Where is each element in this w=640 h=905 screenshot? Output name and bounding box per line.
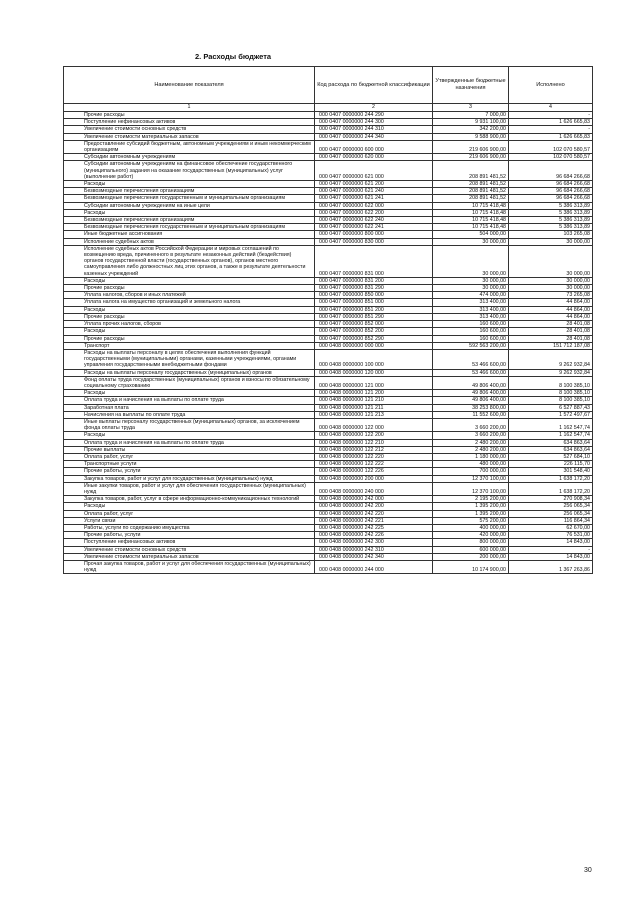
row-code: 000 0408 0000000 121 210 — [315, 397, 433, 404]
table-row — [64, 404, 593, 411]
row-code: 000 0408 0000000 122 210 — [315, 439, 433, 446]
row-executed: 44 864,00 — [509, 299, 593, 306]
row-code: 000 0408 0000000 122 000 — [315, 418, 433, 431]
column-number: 3 — [433, 104, 509, 112]
row-code: 000 0407 0000000 850 000 — [315, 292, 433, 299]
row-code: 000 0407 0000000 831 000 — [315, 245, 433, 277]
row-name: Безвозмездные перечисления организациям — [64, 188, 315, 195]
row-code: 000 0408 0000000 200 000 — [315, 475, 433, 482]
row-executed: 5 386 313,89 — [509, 224, 593, 231]
row-executed: 96 684 266,68 — [509, 161, 593, 181]
row-executed: 28 401,08 — [509, 335, 593, 342]
row-name: Закупка товаров, работ и услуг для государственных (муниципальных) нужд — [64, 475, 315, 482]
row-executed: 14 843,00 — [509, 553, 593, 560]
row-code: 000 0407 0000000 852 000 — [315, 321, 433, 328]
row-executed: 102 070 580,57 — [509, 140, 593, 153]
table-row — [64, 299, 593, 306]
row-name: Прочие работы, услуги — [64, 532, 315, 539]
row-code: 000 0408 0000000 121 211 — [315, 404, 433, 411]
row-name: Расходы на выплаты персоналу государственных (муниципальных) органов — [64, 369, 315, 376]
row-approved: 10 715 418,48 — [433, 202, 509, 209]
row-code: 000 0407 0000000 621 241 — [315, 195, 433, 202]
column-number: 4 — [509, 104, 593, 112]
row-approved: 53 466 600,00 — [433, 349, 509, 369]
table-row — [64, 306, 593, 313]
row-executed: 44 864,00 — [509, 306, 593, 313]
table-row — [64, 446, 593, 453]
table-row — [64, 181, 593, 188]
row-approved: 160 600,00 — [433, 328, 509, 335]
table-row — [64, 238, 593, 245]
row-code: 000 0407 0000000 244 300 — [315, 119, 433, 126]
row-name: Прочие расходы — [64, 313, 315, 320]
table-row — [64, 313, 593, 320]
table-body — [64, 112, 593, 574]
row-approved: 2 480 200,00 — [433, 446, 509, 453]
row-executed: 14 843,00 — [509, 539, 593, 546]
row-name: Оплата труда и начисления на выплаты по оплате труда — [64, 397, 315, 404]
table-row — [64, 411, 593, 418]
row-code: 000 0407 0000000 852 200 — [315, 328, 433, 335]
row-executed: 256 065,34 — [509, 510, 593, 517]
row-name: Фонд оплаты труда государственных (муниципальных) органов и взносы по обязательному социальному страхованию — [64, 376, 315, 389]
header-executed: Исполнено — [509, 67, 593, 104]
row-name: Безвозмездные перечисления организациям — [64, 217, 315, 224]
table-row — [64, 561, 593, 574]
table-row — [64, 321, 593, 328]
row-code: 000 0407 0000000 621 000 — [315, 161, 433, 181]
row-name: Субсидии автономным учреждениям на финансовое обеспечение государственного (муниципального) задания на оказание государственных (муниципальных) услуг (выполнение работ) — [64, 161, 315, 181]
row-name: Поступление нефинансовых активов — [64, 539, 315, 546]
row-approved: 30 000,00 — [433, 277, 509, 284]
row-executed: 256 065,34 — [509, 503, 593, 510]
row-approved: 38 253 800,00 — [433, 404, 509, 411]
row-approved: 208 891 481,52 — [433, 195, 509, 202]
row-code: 000 0407 0000000 244 340 — [315, 133, 433, 140]
row-executed: 8 100 385,10 — [509, 397, 593, 404]
row-executed: 226 115,70 — [509, 461, 593, 468]
row-approved: 480 000,00 — [433, 461, 509, 468]
row-executed: - — [509, 546, 593, 553]
row-name: Расходы — [64, 432, 315, 439]
table-row — [64, 418, 593, 431]
row-code: 000 0407 0000000 244 290 — [315, 112, 433, 119]
table-row — [64, 119, 593, 126]
row-approved: 3 660 200,00 — [433, 432, 509, 439]
row-executed: 1 626 665,83 — [509, 133, 593, 140]
row-code: 000 0408 0000000 000 000 — [315, 342, 433, 349]
table-row — [64, 112, 593, 119]
row-approved: 49 806 400,00 — [433, 397, 509, 404]
row-code: 000 0408 0000000 122 212 — [315, 446, 433, 453]
row-code: 000 0407 0000000 620 000 — [315, 154, 433, 161]
table-row — [64, 349, 593, 369]
row-approved: 208 891 481,52 — [433, 181, 509, 188]
row-executed: 5 386 313,89 — [509, 217, 593, 224]
row-name: Уплата налогов, сборов и иных платежей — [64, 292, 315, 299]
table-row — [64, 517, 593, 524]
row-approved: 30 000,00 — [433, 285, 509, 292]
row-executed: 76 531,00 — [509, 532, 593, 539]
row-executed: 103 265,08 — [509, 231, 593, 238]
row-approved: 10 174 900,00 — [433, 561, 509, 574]
table-row — [64, 503, 593, 510]
row-name: Увеличение стоимости основных средств — [64, 126, 315, 133]
budget-expenses-table — [63, 66, 593, 574]
row-approved: 3 660 200,00 — [433, 418, 509, 431]
row-code: 000 0408 0000000 242 220 — [315, 510, 433, 517]
row-code: 000 0407 0000000 600 000 — [315, 140, 433, 153]
row-approved: 49 806 400,00 — [433, 390, 509, 397]
column-number: 2 — [315, 104, 433, 112]
row-name: Услуги связи — [64, 517, 315, 524]
row-code: 000 0407 0000000 851 200 — [315, 306, 433, 313]
row-approved: 2 480 200,00 — [433, 439, 509, 446]
table-row — [64, 453, 593, 460]
table-row — [64, 524, 593, 531]
header-code: Код расхода по бюджетной классификации — [315, 67, 433, 104]
row-code: 000 0407 0000000 621 200 — [315, 181, 433, 188]
row-name: Прочие работы, услуги — [64, 468, 315, 475]
row-code: 000 0408 0000000 242 221 — [315, 517, 433, 524]
row-executed: 102 070 580,57 — [509, 154, 593, 161]
row-approved: 800 000,00 — [433, 539, 509, 546]
row-name: Увеличение стоимости основных средств — [64, 546, 315, 553]
row-code: 000 0407 0000000 852 290 — [315, 335, 433, 342]
table-row — [64, 231, 593, 238]
row-name: Прочие расходы — [64, 285, 315, 292]
table-row — [64, 539, 593, 546]
row-approved: 160 600,00 — [433, 335, 509, 342]
row-executed: 5 386 313,89 — [509, 202, 593, 209]
table-row — [64, 482, 593, 495]
table-row — [64, 292, 593, 299]
row-executed: - — [509, 112, 593, 119]
row-approved: 313 400,00 — [433, 306, 509, 313]
table-row — [64, 532, 593, 539]
row-executed: 634 863,64 — [509, 446, 593, 453]
row-code: 000 0408 0000000 242 300 — [315, 539, 433, 546]
row-executed: 44 864,00 — [509, 313, 593, 320]
row-name: Оплата работ, услуг — [64, 510, 315, 517]
row-executed: 73 265,08 — [509, 292, 593, 299]
row-name: Расходы — [64, 277, 315, 284]
row-code: 000 0408 0000000 121 000 — [315, 376, 433, 389]
table-row — [64, 439, 593, 446]
table-row — [64, 397, 593, 404]
row-approved: 474 000,00 — [433, 292, 509, 299]
row-executed: 1 626 665,83 — [509, 119, 593, 126]
row-name: Субсидии автономным учреждениям на иные цели — [64, 202, 315, 209]
row-approved: 11 552 600,00 — [433, 411, 509, 418]
row-executed: 151 712 187,08 — [509, 342, 593, 349]
table-row — [64, 475, 593, 482]
row-code: 000 0408 0000000 122 226 — [315, 468, 433, 475]
row-approved: 10 715 418,48 — [433, 217, 509, 224]
row-approved: 10 715 418,48 — [433, 209, 509, 216]
table-row — [64, 328, 593, 335]
row-code: 000 0408 0000000 122 222 — [315, 461, 433, 468]
row-approved: 400 000,00 — [433, 524, 509, 531]
row-approved: 592 563 200,00 — [433, 342, 509, 349]
row-executed: 1 638 172,20 — [509, 475, 593, 482]
row-executed: 270 908,34 — [509, 496, 593, 503]
row-approved: 700 000,00 — [433, 468, 509, 475]
table-row — [64, 553, 593, 560]
row-name: Иные бюджетные ассигнования — [64, 231, 315, 238]
table-row — [64, 245, 593, 277]
row-approved: 30 000,00 — [433, 245, 509, 277]
row-name: Прочая закупка товаров, работ и услуг для обеспечения государственных (муниципальных) нужд — [64, 561, 315, 574]
row-executed: 8 100 385,10 — [509, 390, 593, 397]
row-executed: 1 162 547,74 — [509, 432, 593, 439]
row-name: Увеличение стоимости материальных запасов — [64, 553, 315, 560]
table-row — [64, 209, 593, 216]
row-executed: 96 684 266,68 — [509, 195, 593, 202]
row-name: Расходы — [64, 181, 315, 188]
row-name: Субсидии автономным учреждениям — [64, 154, 315, 161]
table-row — [64, 335, 593, 342]
row-approved: 53 466 600,00 — [433, 369, 509, 376]
row-executed: 1 162 547,74 — [509, 418, 593, 431]
row-approved: 208 891 481,52 — [433, 161, 509, 181]
row-name: Расходы — [64, 328, 315, 335]
row-executed: 62 670,00 — [509, 524, 593, 531]
row-name: Прочие выплаты — [64, 446, 315, 453]
table-row — [64, 285, 593, 292]
row-approved: 342 200,00 — [433, 126, 509, 133]
table-row — [64, 277, 593, 284]
table-row — [64, 461, 593, 468]
row-executed: 116 864,34 — [509, 517, 593, 524]
row-name: Расходы — [64, 306, 315, 313]
row-executed: 5 386 313,89 — [509, 209, 593, 216]
row-code: 000 0407 0000000 831 290 — [315, 285, 433, 292]
row-code: 000 0408 0000000 242 340 — [315, 553, 433, 560]
row-name: Оплата труда и начисления на выплаты по оплате труда — [64, 439, 315, 446]
row-executed: 96 684 266,68 — [509, 181, 593, 188]
row-approved: 420 000,00 — [433, 532, 509, 539]
row-executed: 30 000,00 — [509, 238, 593, 245]
header-approved: Утвержденные бюджетные назначения — [433, 67, 509, 104]
row-approved: 504 000,00 — [433, 231, 509, 238]
row-name: Расходы на выплаты персоналу в целях обеспечения выполнения функций государственными (муниципальными) органами, казенными учреждениями, органами управления государственными внебюджетными фондами — [64, 349, 315, 369]
table-row — [64, 432, 593, 439]
row-approved: 12 370 100,00 — [433, 475, 509, 482]
row-name: Исполнение судебных актов Российской Федерации и мировых соглашений по возмещению вреда, причиненного в результате незаконных действий (бездействия) органов государственной власти (государственных органов), органов местного самоуправления либо должностных лиц этих органов, а также в результате деятельности казенных учреждений — [64, 245, 315, 277]
row-approved: 219 606 900,00 — [433, 154, 509, 161]
row-code: 000 0407 0000000 830 000 — [315, 238, 433, 245]
header-name: Наименование показателя — [64, 67, 315, 104]
row-code: 000 0408 0000000 242 310 — [315, 546, 433, 553]
row-approved: 160 600,00 — [433, 321, 509, 328]
row-code: 000 0408 0000000 242 225 — [315, 524, 433, 531]
row-code: 000 0407 0000000 621 240 — [315, 188, 433, 195]
row-approved: 1 180 000,00 — [433, 453, 509, 460]
row-approved: 1 395 200,00 — [433, 503, 509, 510]
row-name: Исполнение судебных актов — [64, 238, 315, 245]
row-code: 000 0408 0000000 240 000 — [315, 482, 433, 495]
row-approved: 30 000,00 — [433, 238, 509, 245]
row-executed: 301 548,40 — [509, 468, 593, 475]
row-name: Уплата налога на имущество организаций и земельного налога — [64, 299, 315, 306]
row-code: 000 0407 0000000 622 241 — [315, 224, 433, 231]
row-executed: 634 863,64 — [509, 439, 593, 446]
row-approved: 219 606 900,00 — [433, 140, 509, 153]
row-name: Прочие расходы — [64, 335, 315, 342]
row-executed: 28 401,08 — [509, 321, 593, 328]
table-row — [64, 342, 593, 349]
row-name: Иные закупки товаров, работ и услуг для обеспечения государственных (муниципальных) нужд — [64, 482, 315, 495]
table-row — [64, 161, 593, 181]
section-title: 2. Расходы бюджета — [195, 52, 272, 61]
row-name: Увеличение стоимости материальных запасов — [64, 133, 315, 140]
table-row — [64, 154, 593, 161]
table-row — [64, 546, 593, 553]
row-code: 000 0408 0000000 122 220 — [315, 453, 433, 460]
row-executed: 30 000,00 — [509, 245, 593, 277]
row-code: 000 0408 0000000 100 000 — [315, 349, 433, 369]
row-approved: 313 400,00 — [433, 299, 509, 306]
row-executed: - — [509, 126, 593, 133]
page-number: 30 — [584, 867, 592, 874]
table-row — [64, 217, 593, 224]
row-name: Транспорт — [64, 342, 315, 349]
row-executed: 1 367 263,86 — [509, 561, 593, 574]
table-row — [64, 369, 593, 376]
table-row — [64, 390, 593, 397]
row-executed: 30 000,00 — [509, 277, 593, 284]
row-code: 000 0408 0000000 120 000 — [315, 369, 433, 376]
row-code: 000 0407 0000000 851 000 — [315, 299, 433, 306]
row-approved: 9 588 900,00 — [433, 133, 509, 140]
row-name: Работы, услуги по содержанию имущества — [64, 524, 315, 531]
row-approved: 575 200,00 — [433, 517, 509, 524]
row-executed: 9 262 932,84 — [509, 369, 593, 376]
row-approved: 600 000,00 — [433, 546, 509, 553]
row-code: 000 0408 0000000 122 200 — [315, 432, 433, 439]
row-executed: 527 684,10 — [509, 453, 593, 460]
row-name: Начисления на выплаты по оплате труда — [64, 411, 315, 418]
table-row — [64, 195, 593, 202]
table-row — [64, 496, 593, 503]
row-name: Уплата прочих налогов, сборов — [64, 321, 315, 328]
row-name: Безвозмездные перечисления государственным и муниципальным организациям — [64, 224, 315, 231]
row-code: 000 0408 0000000 242 000 — [315, 496, 433, 503]
row-name: Оплата работ, услуг — [64, 453, 315, 460]
column-number-row — [64, 104, 593, 112]
row-executed: 96 684 266,68 — [509, 188, 593, 195]
table-row — [64, 468, 593, 475]
table-row — [64, 376, 593, 389]
table-row — [64, 126, 593, 133]
row-approved: 9 931 100,00 — [433, 119, 509, 126]
row-name: Предоставление субсидий бюджетным, автономным учреждениям и иным некоммерческим организациям — [64, 140, 315, 153]
row-approved: 200 000,00 — [433, 553, 509, 560]
row-code: 000 0407 0000000 244 310 — [315, 126, 433, 133]
row-approved: 313 400,00 — [433, 313, 509, 320]
table-row — [64, 140, 593, 153]
row-executed: 9 262 932,84 — [509, 349, 593, 369]
row-executed: 8 100 385,10 — [509, 376, 593, 389]
table-row — [64, 133, 593, 140]
row-executed: 1 638 172,20 — [509, 482, 593, 495]
row-approved: 2 195 200,00 — [433, 496, 509, 503]
row-name: Поступление нефинансовых активов — [64, 119, 315, 126]
row-approved: 10 715 418,48 — [433, 224, 509, 231]
table-row — [64, 510, 593, 517]
row-executed: 6 527 887,43 — [509, 404, 593, 411]
row-code: 000 0408 0000000 121 213 — [315, 411, 433, 418]
row-approved: 49 806 400,00 — [433, 376, 509, 389]
row-name: Прочие расходы — [64, 112, 315, 119]
row-code: 000 0407 0000000 622 240 — [315, 217, 433, 224]
row-code: 000 0407 0000000 622 000 — [315, 202, 433, 209]
row-code: 000 0407 0000000 851 290 — [315, 313, 433, 320]
column-number: 1 — [64, 104, 315, 112]
row-code: 000 0408 0000000 244 000 — [315, 561, 433, 574]
table-header-row — [64, 67, 593, 104]
row-executed: 28 401,08 — [509, 328, 593, 335]
row-approved: 1 395 200,00 — [433, 510, 509, 517]
table-row — [64, 202, 593, 209]
row-code: 000 0408 0000000 242 200 — [315, 503, 433, 510]
row-approved: 208 891 481,52 — [433, 188, 509, 195]
row-code: 000 0407 0000000 800 000 — [315, 231, 433, 238]
row-name: Иные выплаты персоналу государственных (муниципальных) органов, за исключением фонда оплаты труда — [64, 418, 315, 431]
table-row — [64, 188, 593, 195]
row-name: Транспортные услуги — [64, 461, 315, 468]
row-name: Безвозмездные перечисления государственным и муниципальным организациям — [64, 195, 315, 202]
row-executed: 1 572 497,67 — [509, 411, 593, 418]
row-code: 000 0408 0000000 121 200 — [315, 390, 433, 397]
table-row — [64, 224, 593, 231]
row-name: Закупка товаров, работ, услуг в сфере информационно-коммуникационных технологий — [64, 496, 315, 503]
row-name: Расходы — [64, 209, 315, 216]
row-name: Расходы — [64, 503, 315, 510]
row-code: 000 0407 0000000 831 200 — [315, 277, 433, 284]
row-approved: 12 370 100,00 — [433, 482, 509, 495]
row-approved: 7 000,00 — [433, 112, 509, 119]
row-executed: 30 000,00 — [509, 285, 593, 292]
row-name: Заработная плата — [64, 404, 315, 411]
row-name: Расходы — [64, 390, 315, 397]
row-code: 000 0407 0000000 622 200 — [315, 209, 433, 216]
row-code: 000 0408 0000000 242 226 — [315, 532, 433, 539]
